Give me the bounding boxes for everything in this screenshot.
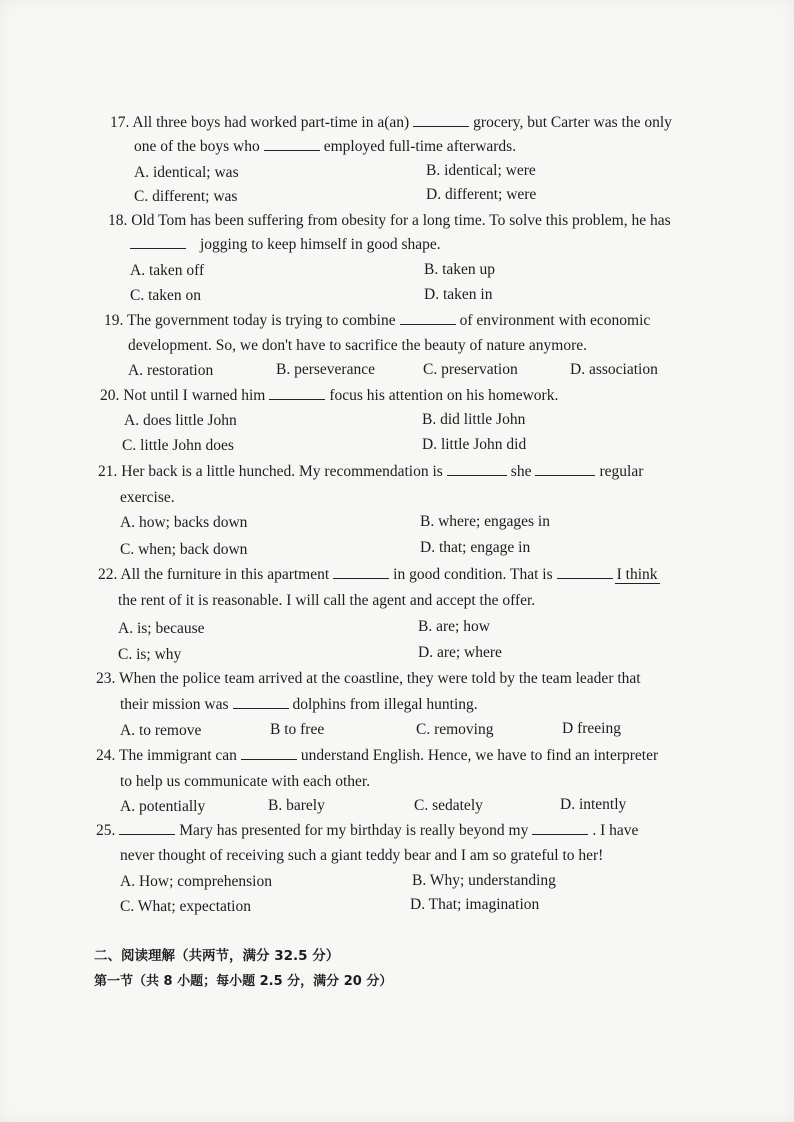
question-25-line-1 — [96, 818, 638, 843]
option-c: C. taken on — [130, 287, 202, 304]
question-23-line-2 — [120, 692, 478, 717]
question-17-line-2 — [134, 134, 516, 159]
question-text: The immigrant can — [118, 747, 237, 764]
question-21-line-2 — [120, 485, 175, 510]
option-d: D. little John did — [422, 436, 527, 453]
question-number: 17. — [110, 114, 130, 131]
question-text: . I have — [592, 822, 639, 839]
question-20-line-1 — [100, 383, 558, 408]
answer-blank — [447, 461, 507, 476]
question-number: 20. — [100, 387, 120, 404]
option-a: A. taken off — [130, 262, 205, 279]
option-c: C. preservation — [423, 361, 518, 378]
question-19-line-2 — [128, 333, 587, 358]
option-b: B to free — [270, 721, 325, 738]
handwritten-answer: I think — [616, 566, 658, 583]
question-text: one of the boys who — [134, 138, 260, 155]
question-21-line-1 — [98, 459, 643, 484]
question-text: their mission was — [120, 696, 229, 713]
question-text: Mary has presented for my birthday is really beyond my — [179, 822, 529, 839]
option-a: A. does little John — [124, 412, 237, 429]
option-a: A. to remove — [120, 722, 202, 739]
question-text: Not until I warned him — [123, 387, 266, 404]
question-text: regular — [599, 463, 644, 480]
question-text: of environment with economic — [459, 312, 651, 329]
option-b: B. Why; understanding — [412, 872, 556, 889]
question-text: grocery, but Carter was the only — [473, 114, 672, 131]
option-d: D. association — [570, 361, 658, 378]
option-b: B. where; engages in — [420, 513, 550, 530]
option-b: B. perseverance — [276, 361, 375, 378]
question-number: 25. — [96, 822, 116, 839]
question-text: All the furniture in this apartment — [120, 566, 330, 583]
question-number: 23. — [96, 670, 116, 687]
question-text: never thought of receiving such a giant teddy bear and I am so grateful to her! — [120, 847, 604, 864]
question-text: understand English. Hence, we have to find an interpreter — [300, 747, 659, 764]
option-d: D. that; engage in — [420, 539, 531, 556]
option-a: A. is; because — [118, 620, 205, 637]
option-c: C. What; expectation — [120, 898, 251, 915]
option-c: C. is; why — [118, 646, 182, 663]
section-subtitle: 第一节（共 8 小题；每小题 2.5 分，满分 20 分） — [94, 974, 393, 989]
answer-blank — [119, 820, 175, 835]
option-d: D. intently — [560, 796, 627, 813]
question-text: The government today is trying to combine — [126, 312, 396, 329]
question-number: 19. — [104, 312, 124, 329]
option-d: D freeing — [562, 720, 621, 737]
option-b: B. did little John — [422, 411, 526, 428]
answer-blank — [269, 385, 325, 400]
option-a: A. how; backs down — [120, 514, 248, 531]
option-c: C. when; back down — [120, 541, 248, 558]
answer-blank — [241, 745, 297, 760]
question-text: When the police team arrived at the coastline, they were told by the team leader that — [118, 670, 641, 687]
answer-blank — [264, 136, 320, 151]
answer-blank — [535, 461, 595, 476]
section-title: 二、阅读理解（共两节，满分 32.5 分） — [94, 948, 340, 964]
answer-blank — [233, 694, 289, 709]
answer-blank — [333, 564, 389, 579]
question-text: Her back is a little hunched. My recommendation is — [121, 463, 443, 480]
question-number: 24. — [96, 747, 116, 764]
question-text: to help us communicate with each other. — [120, 773, 371, 790]
question-text: dolphins from illegal hunting. — [292, 696, 478, 713]
question-number: 21. — [98, 463, 118, 480]
option-c: C. sedately — [414, 797, 483, 814]
option-d: D. are; where — [418, 644, 502, 661]
question-text: focus his attention on his homework. — [329, 387, 559, 404]
question-number: 18. — [108, 212, 128, 229]
question-text: the rent of it is reasonable. I will call the agent and accept the offer. — [118, 592, 536, 609]
option-d: D. That; imagination — [410, 896, 540, 913]
question-text: development. So, we don't have to sacrifice the beauty of nature anymore. — [128, 337, 588, 354]
option-a: A. potentially — [120, 798, 206, 815]
question-text: she — [510, 463, 532, 480]
answer-blank — [557, 564, 613, 579]
question-text: jogging to keep himself in good shape. — [200, 236, 441, 253]
question-25-line-2 — [120, 843, 603, 868]
option-b: B. barely — [268, 797, 325, 814]
option-b: B. are; how — [418, 618, 490, 635]
question-22-line-1 — [98, 562, 660, 587]
question-19-line-1 — [104, 308, 650, 333]
question-22-line-2 — [118, 588, 535, 613]
answer-blank — [413, 112, 469, 127]
question-number: 22. — [98, 566, 118, 583]
option-c: C. removing — [416, 721, 494, 738]
question-23-line-1 — [96, 666, 641, 691]
option-d: D. different; were — [426, 186, 537, 203]
question-text: Old Tom has been suffering from obesity for a long time. To solve this problem, he has — [131, 212, 671, 229]
answer-blank — [400, 310, 456, 325]
option-c: C. little John does — [122, 437, 234, 454]
question-17-line-1 — [110, 110, 672, 135]
option-a: A. identical; was — [134, 164, 239, 181]
option-c: C. different; was — [134, 188, 238, 205]
question-18-line-2 — [130, 232, 441, 257]
option-b: B. taken up — [424, 261, 496, 278]
answer-blank — [532, 820, 588, 835]
option-b: B. identical; were — [426, 162, 536, 179]
question-text: exercise. — [120, 489, 175, 506]
question-text: employed full-time afterwards. — [323, 138, 517, 155]
answer-blank — [130, 234, 186, 249]
option-d: D. taken in — [424, 286, 493, 303]
question-text: All three boys had worked part-time in a(an) — [132, 114, 410, 131]
question-24-line-2 — [120, 769, 370, 794]
option-a: A. How; comprehension — [120, 873, 272, 890]
question-text: in good condition. That is — [393, 566, 553, 583]
option-a: A. restoration — [128, 362, 214, 379]
question-18-line-1 — [108, 208, 671, 233]
question-24-line-1 — [96, 743, 658, 768]
